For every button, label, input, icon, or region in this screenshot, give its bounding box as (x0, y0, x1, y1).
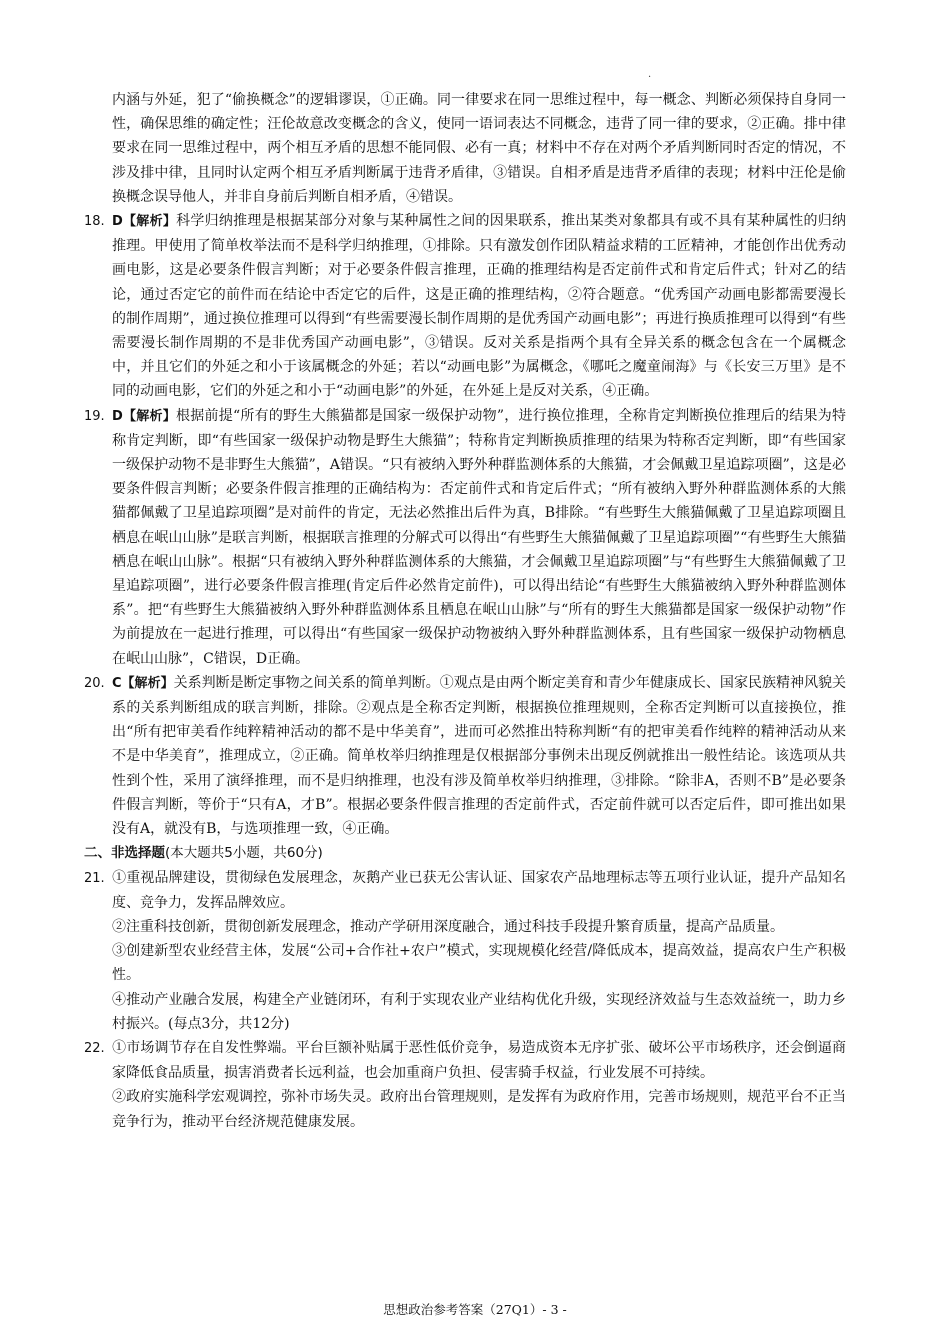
question-number: 22. (84, 1040, 105, 1056)
question-number: 18. (84, 214, 105, 230)
answer-key: C【解析】 (112, 675, 174, 691)
question-number: 21. (84, 870, 105, 886)
answer-point: ①重视品牌建设，贯彻绿色发展理念，灰鹅产业已获无公害认证、国家农产品地理标志等五项行业认证，提升产品知名度、竞争力，发挥品牌效应。 (112, 869, 846, 911)
q17-continuation: 内涵与外延，犯了“偷换概念”的逻辑谬误，①正确。同一律要求在同一思维过程中，每一概念、判断必须保持自身同一性，确保思维的确定性；汪伦故意改变概念的含义，使同一语词表达不同概念，违背了同一律的要求，②正确。排中律要求在同一思维过程中，两个相互矛盾的思想不能同假、必有一真；材料中不存在对两个矛盾判断同时否定的情况，不涉及排中律，且同时认定两个相互矛盾判断属于违背矛盾律，③错误。自相矛盾是违背矛盾律的表现；材料中汪伦是偷换概念误导他人，并非自身前后判断自相矛盾，④错误。 (112, 92, 846, 205)
explanation: 根据前提“所有的野生大熊猫都是国家一级保护动物”，进行换位推理，全称肯定判断换位推理后的结果为特称肯定判断，即“有些国家一级保护动物是野生大熊猫”；特称肯定判断换质推理的结果为特称否定判断，即“有些国家一级保护动物不是非野生大熊猫”，A错误。“只有被纳入野外种群监测体系的大熊猫，才会佩戴卫星追踪项圈”，这是必要条件假言判断；必要条件假言推理的正确结构为：否定前件式和肯定后件式；“所有被纳入野外种群监测体系的大熊猫都佩戴了卫星追踪项圈”是对前件的肯定，无法必然推出后件为真，B排除。“有些野生大熊猫佩戴了卫星追踪项圈且栖息在岷山山脉”是联言判断，根据联言推理的分解式可以得出“有些野生大熊猫佩戴了卫星追踪项圈”“有些野生大熊猫栖息在岷山山脉”。根据“只有被纳入野外种群监测体系的大熊猫，才会佩戴卫星追踪项圈”与“有些野生大熊猫佩戴了卫星追踪项圈”，进行必要条件假言推理(肯定后件必然肯定前件)，可以得出结论“有些野生大熊猫被纳入野外种群监测体系”。把“有些野生大熊猫被纳入野外种群监测体系且栖息在岷山山脉”与“所有的野生大熊猫都是国家一级保护动物”作为前提放在一起进行推理，可以得出“有些国家一级保护动物被纳入野外种群监测体系，且有些国家一级保护动物栖息在岷山山脉”，C错误，D正确。 (112, 407, 846, 667)
explanation: 关系判断是断定事物之间关系的简单判断。①观点是由两个断定美育和青少年健康成长、国家民族精神风貌关系的关系判断组成的联言判断，排除。②观点是全称否定判断，根据换位推理规则，全称否定判断可以直接换位，推出“所有把审美看作纯粹精神活动的都不是中华美育”，进而可必然推出特称判断“有的把审美看作纯粹的精神活动从来不是中华美育”，推理成立，②正确。简单枚举归纳推理是仅根据部分事例未出现反例就推出一般性结论。该选项从共性到个性，采用了演绎推理，而不是归纳推理，也没有涉及简单枚举归纳推理，③排除。“除非A，否则不B”是必要条件假言判断，等价于“只有A，才B”。根据必要条件假言推理的否定前件式，否定前件就可以否定后件，即可推出如果没有A，就没有B，与选项推理一致，④正确。 (112, 674, 847, 838)
page-footer: 思想政治参考答案（27Q1）- 3 - (383, 1302, 567, 1317)
answer-point: ③创建新型农业经营主体，发展“公司+合作社+农户”模式，实现规模化经营/降低成本，提高效益，提高农户生产积极性。 (112, 943, 846, 984)
answer-key: D【解析】 (112, 408, 177, 424)
question-number: 20. (84, 675, 105, 691)
answer-point: ①市场调节存在自发性弊端。平台巨额补贴属于恶性低价竞争，易造成资本无序扩张、破坏公平市场秩序，还会倒逼商家降低食品质量，损害消费者长远利益，也会加重商户负担、侵害骑手权益，行业发展不可持续。 (112, 1039, 846, 1082)
scan-dot: · (648, 72, 652, 83)
answer-point: ②政府实施科学宏观调控，弥补市场失灵。政府出台管理规则，是发挥有为政府作用，完善市场规则，规范平台不正当竞争行为，推动平台经济规范健康发展。 (112, 1089, 846, 1130)
section-title: 二、非选择题 (84, 845, 165, 862)
explanation: 科学归纳推理是根据某部分对象与某种属性之间的因果联系，推出某类对象都具有或不具有某种属性的归纳推理。甲使用了简单枚举法而不是科学归纳推理，①排除。只有激发创作团队精益求精的工匠精神，才能创作出优秀动画电影，这是必要条件假言判断；对于必要条件假言推理，正确的推理结构是否定前件式和肯定后件式；针对乙的结论，通过否定它的前件而在结论中否定它的后件，这是正确的推理结构，②符合题意。“优秀国产动画电影都需要漫长的制作周期”，通过换位推理可以得到“有些需要漫长制作周期的是优秀国产动画电影”；再进行换质推理可以得到“有些需要漫长制作周期的不是非优秀国产动画电影”，③错误。反对关系是指两个具有全异关系的概念包含在一个属概念中，并且它们的外延之和小于该属概念的外延；若以“动画电影”为属概念，《哪吒之魔童闹海》与《长安三万里》是不同的动画电影，它们的外延之和小于“动画电影”的外延，在外延上是反对关系，④正确。 (112, 213, 846, 400)
question-19 (84, 404, 846, 671)
answer-content (84, 88, 846, 1134)
question-22 (84, 1036, 846, 1085)
question-number: 19. (84, 408, 105, 424)
answer-point: ④推动产业融合发展，构建全产业链闭环，有利于实现农业产业结构优化升级，实现经济效益与生态效益统一，助力乡村振兴。(每点3分，共12分) (112, 991, 846, 1032)
question-18 (84, 209, 846, 404)
question-21 (84, 866, 846, 915)
section-heading (84, 841, 846, 865)
question-20 (84, 671, 846, 841)
answer-point: ②注重科技创新，贯彻创新发展理念，推动产学研用深度融合，通过科技手段提升繁育质量，提高产品质量。 (112, 918, 784, 935)
section-note: (本大题共5小题，共60分) (165, 845, 323, 862)
answer-key: D【解析】 (112, 214, 177, 230)
